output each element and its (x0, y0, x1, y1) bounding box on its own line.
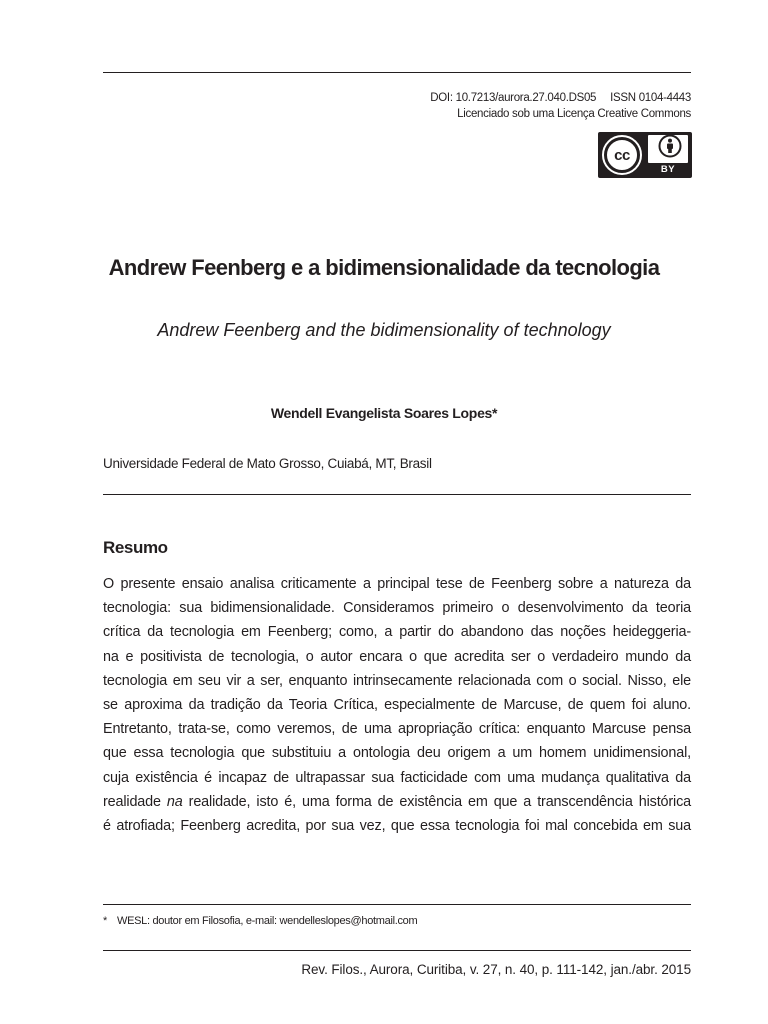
abstract-line: cuja existência é incapaz de ultrapassar sua facticidade com uma mudança qualitativa da (103, 769, 691, 786)
abstract-line (103, 790, 691, 814)
abstract-italic-word: na (166, 793, 183, 810)
abstract-line: que essa tecnologia que substituiu a ontologia deu origem a um homem unidimensional, (103, 745, 691, 762)
abstract-heading: Resumo (103, 538, 168, 557)
footnote-rule (103, 904, 691, 905)
abstract-line: tecnologia em seu vir a ser, enquanto intrinsecamente relacionada com o social. Nisso, ele (103, 672, 691, 689)
section-divider (103, 494, 691, 495)
journal-citation: Rev. Filos., Aurora, Curitiba, v. 27, n. 40, p. 111-142, jan./abr. 2015 (301, 962, 691, 977)
article-metadata (430, 90, 691, 122)
article-title: Andrew Feenberg e a bidimensionalidade da tecnologia (108, 255, 660, 280)
footer-rule (103, 950, 691, 951)
doi-text[interactable]: DOI: 10.7213/aurora.27.040.DS05 (430, 92, 597, 104)
license-text[interactable]: Licenciado sob uma Licença Creative Commons (457, 108, 691, 120)
footnote-text: WESL: doutor em Filosofia, e-mail: wendelleslopes@hotmail.com (116, 915, 418, 927)
abstract-text: realidade, isto é, uma forma de existência em que a transcendência histórica (182, 793, 691, 810)
abstract-body (103, 572, 691, 838)
cc-logo: cc (604, 137, 640, 173)
abstract-line: O presente ensaio analisa criticamente a principal tese de Feenberg sobre a natureza da (103, 576, 691, 592)
abstract-line: se aproxima da tradição da Teoria Crítica, especialmente de Marcuse, de quem foi aluno. (103, 697, 691, 714)
abstract-line: é atrofiada; Feenberg acredita, por sua vez, que essa tecnologia foi mal concebida em sua (103, 818, 691, 835)
top-rule (103, 72, 691, 73)
author-footnote (103, 915, 417, 927)
footnote-mark: * (103, 915, 107, 927)
author-affiliation: Universidade Federal de Mato Grosso, Cuiabá, MT, Brasil (103, 456, 432, 471)
abstract-line: tecnologia: sua bidimensionalidade. Consideramos primeiro o desenvolvimento da teoria (103, 600, 691, 617)
attribution-person-icon (658, 134, 682, 158)
abstract-line: na e positivista de tecnologia, o autor encara o que acredita ser o verdadeiro mundo da (103, 648, 691, 665)
article-subtitle: Andrew Feenberg and the bidimensionality of technology (157, 320, 611, 340)
creative-commons-by-icon[interactable] (598, 132, 692, 178)
doi-issn-line (430, 90, 691, 106)
abstract-text: realidade (103, 793, 167, 810)
author-name: Wendell Evangelista Soares Lopes* (270, 405, 498, 421)
issn-text: ISSN 0104-4443 (610, 92, 691, 104)
by-label: BY (660, 164, 676, 175)
abstract-line: Entretanto, trata-se, como veremos, de uma apropriação crítica: enquanto Marcuse pensa (103, 721, 691, 738)
abstract-line: crítica da tecnologia em Feenberg; como, a partir do abandono das noções heideggeria- (103, 624, 691, 641)
